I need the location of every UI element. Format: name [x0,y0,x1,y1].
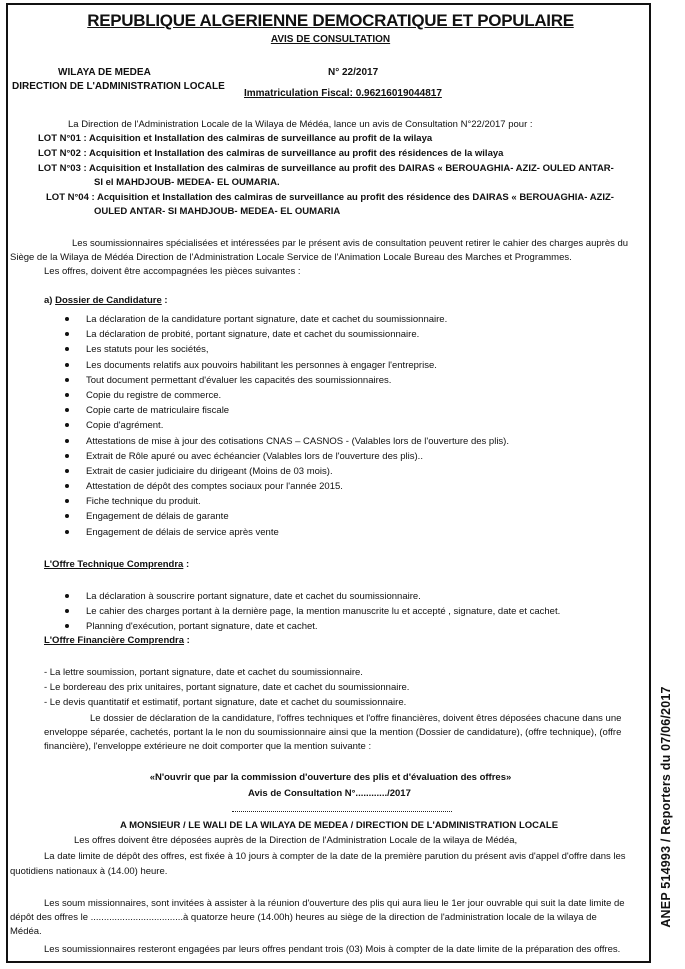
depot-text: enveloppe séparée, cachetés, portant la le non du soumissionnaire ainsi que la mention (Dossier de candidature), (offre technique), (offre [44,727,622,738]
list-item: Attestation de dépôt des comptes sociaux pour l'année 2015. [86,479,509,494]
list-item: Attestations de mise à jour des cotisations CNAS – CASNOS - (Valables lors de l'ouverture des plis). [86,434,509,449]
technique-suffix: : [183,559,190,570]
bullet-icon [65,363,69,367]
list-item: Tout document permettant d'évaluer les capacités des soumissionnaires. [86,373,509,388]
dossier-heading [44,295,168,306]
list-item: Copie du registre de commerce. [86,388,509,403]
lot-item [38,163,614,174]
lot-label: LOT N°04 : [46,192,95,203]
bullet-icon [65,393,69,397]
bullet-icon [65,499,69,503]
list-item: La déclaration de la candidature portant signature, date et cachet du soumissionnaire. [86,312,509,327]
list-item: Engagement de délais de service après vente [86,525,509,540]
bullet-icon [65,423,69,427]
bullet-icon [65,594,69,598]
publication-reference: ANEP 514993 / Reporters du 07/06/2017 [659,686,673,928]
lot-text: Acquisition et Installation des calmiras de surveillance au profit des résidences de la wilaya [88,148,504,159]
financiere-item: - Le devis quantitatif et estimatif, portant signature, date et cachet du soumissionnaire. [44,697,407,708]
bullet-icon [65,484,69,488]
wilaya-label: WILAYA DE MEDEA [58,67,151,78]
footer-text: La date limite de dépôt des offres, est fixée à 10 jours à compter de la date de la première parution du présent avis d'appel d'offre dans les [44,851,626,862]
bullet-icon [65,317,69,321]
lot-continuation: OULED ANTAR- SI MAHDJOUB- MEDEA- EL OUMARIA [94,206,341,217]
list-item: Copie d'agrément. [86,418,509,433]
footer-text: Les soumissionnaires resteront engagées par leurs offres pendant trois (03) Mois à compter de la date limite de la préparation des offres. [44,944,621,955]
dossier-list [86,312,509,540]
list-item: La déclaration à souscrire portant signature, date et cachet du soumissionnaire. [86,589,560,604]
list-item: Les documents relatifs aux pouvoirs habilitant les personnes à engager l'entreprise. [86,358,509,373]
list-item: La déclaration de probité, portant signature, date et cachet du soumissionnaire. [86,327,509,342]
lot-text: Acquisition et Installation des calmiras de surveillance au profit de la wilaya [88,133,433,144]
footer-text: Les soum missionnaires, sont invitées à assister à la réunion d'ouverture des plis qui aura lieu le 1er jour ouvrable qui suit la date limite de [44,898,625,909]
list-item: Les statuts pour les sociétés, [86,342,509,357]
lot-label: LOT N°02 : [38,148,87,159]
financiere-suffix: : [184,635,190,646]
financiere-item: - La lettre soumission, portant signature, date et cachet du soumissionnaire. [44,667,363,678]
financiere-item: - Le bordereau des prix unitaires, portant signature, date et cachet du soumissionnaire. [44,682,410,693]
list-item: Extrait de Rôle apuré ou avec échéancier (Valables lors de l'ouverture des plis).. [86,449,509,464]
dossier-prefix: a) [44,295,53,306]
lot-item [38,133,432,144]
list-item: Copie carte de matriculaire fiscale [86,403,509,418]
bullet-icon [65,347,69,351]
financiere-title: L'Offre Financière Comprendra [44,635,185,646]
lot-text: Acquisition et Installation des calmiras de surveillance au profit des résidence des DAIRAS « BEROUAGHIA- AZIZ- [96,192,614,203]
bullet-icon [65,408,69,412]
lot-item [46,192,614,203]
lot-continuation: SI el MAHDJOUB- MEDEA- EL OUMARIA. [94,177,280,188]
footer-text: dépôt des offres le ...................................à quatorze heure (14.00h) heures au siège de la direction de l'administration locale de la wilaya de [10,912,597,923]
technique-title: L'Offre Technique Comprendra [44,559,184,570]
notice-frame [6,3,651,963]
list-item: Le cahier des charges portant à la dernière page, la mention manuscrite lu et accepté , signature, date et cachet. [86,604,560,619]
fiscal-number: Immatriculation Fiscal: 0.96216019044817 [244,88,442,99]
depot-text: financière), l'enveloppe extérieure ne doit comporter que la mention suivante : [44,741,372,752]
bullet-icon [65,378,69,382]
lot-item [38,148,503,159]
footer-text: Médéa. [10,926,42,937]
bullet-icon [65,514,69,518]
list-item: Fiche technique du produit. [86,494,509,509]
envelope-reference: Avis de Consultation N°............/2017 [248,788,411,799]
recipient-address: A MONSIEUR / LE WALI DE LA WILAYA DE MEDEA / DIRECTION DE L'ADMINISTRATION LOCALE [120,820,559,831]
soumission-text: Siège de la Wilaya de Médéa Direction de l'Administration Locale Service de l'Animation Locale Bureau des Marches et Programmes. [10,252,572,263]
page-title: REPUBLIQUE ALGERIENNE DEMOCRATIQUE ET POPULAIRE [87,11,574,30]
lot-text: Acquisition et Installation des calmiras de surveillance au profit des DAIRAS « BEROUAGHIA- AZIZ- OULED ANTAR- [88,163,614,174]
direction-label: DIRECTION DE L'ADMINISTRATION LOCALE [12,81,225,92]
footer-text: quotidiens nationaux à (14.00) heure. [10,866,168,877]
divider [232,811,452,812]
bullet-icon [65,530,69,534]
technique-heading [44,559,189,570]
list-item: Engagement de délais de garante [86,509,509,524]
dossier-title: Dossier de Candidature [55,295,162,306]
footer-text: Les offres doivent être déposées auprès de la Direction de l'Administration Locale de la wilaya de Médéa, [74,835,518,846]
soumission-text: Les offres, doivent être accompagnées les pièces suivantes : [44,266,301,277]
bullet-icon [65,454,69,458]
lot-label: LOT N°01 : [38,133,87,144]
financiere-heading [44,635,190,646]
notice-number: N° 22/2017 [328,67,379,78]
bullet-icon [65,609,69,613]
list-item: Extrait de casier judiciaire du dirigeant (Moins de 03 mois). [86,464,509,479]
dossier-suffix: : [161,295,168,306]
bullet-icon [65,439,69,443]
technique-list [86,589,560,635]
depot-text: Le dossier de déclaration de la candidature, l'offres techniques et l'offre financières, doivent êtres déposées chacune dans une [90,713,622,724]
list-item: Planning d'exécution, portant signature, date et cachet. [86,619,560,634]
bullet-icon [65,624,69,628]
bullet-icon [65,469,69,473]
notice-subtitle: AVIS DE CONSULTATION [270,34,391,45]
bullet-icon [65,332,69,336]
soumission-text: Les soumissionnaires spécialisées et intéressées par le présent avis de consultation peuvent retirer le cahier des charges auprès du [72,238,629,249]
intro-text: La Direction de l'Administration Locale de la Wilaya de Médéa, lance un avis de Consultation N°22/2017 pour : [68,119,533,130]
lot-label: LOT N°03 : [38,163,87,174]
envelope-mention: «N'ouvrir que par la commission d'ouverture des plis et d'évaluation des offres» [149,772,512,783]
publication-sidebar [654,653,679,961]
